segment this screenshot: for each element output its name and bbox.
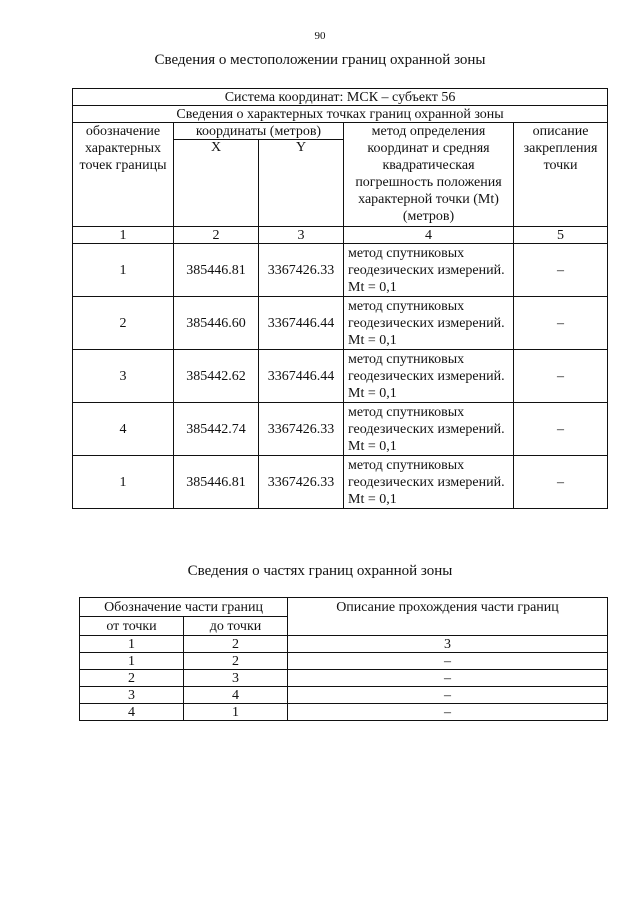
y-cell: 3367426.33 [259,244,344,297]
from-cell: 3 [80,687,184,704]
from-cell: 2 [80,670,184,687]
x-cell: 385442.62 [174,350,259,403]
column-number: 2 [174,227,259,244]
to-cell: 2 [184,653,288,670]
desc-cell: – [514,403,608,456]
table-row [73,403,608,456]
column-number: 1 [73,227,174,244]
boundary-parts-table [79,597,608,721]
part-desc-cell: – [288,653,608,670]
table-row [73,244,608,297]
x-cell: 385446.60 [174,297,259,350]
method-cell: метод спутниковых геодезических измерений. Mt = 0,1 [344,297,514,350]
column-number: 1 [80,636,184,653]
from-cell: 4 [80,704,184,721]
column-numbers-row [80,636,608,653]
header-method: метод определения координат и средняя квадратическая погрешность положения характерной точки (Mt) (метров) [344,123,514,227]
method-cell: метод спутниковых геодезических измерений. Mt = 0,1 [344,403,514,456]
column-number: 5 [514,227,608,244]
header-point: обозначение характерных точек границы [73,123,174,227]
subtitle-cell: Сведения о характерных точках границ охранной зоны [73,106,608,123]
to-cell: 1 [184,704,288,721]
desc-cell: – [514,244,608,297]
column-number: 4 [344,227,514,244]
header-coords: координаты (метров) [174,123,344,140]
x-cell: 385446.81 [174,244,259,297]
subtitle-row [73,106,608,123]
boundary-points-table [72,88,608,509]
header-part-desc: Описание прохождения части границ [288,598,608,636]
table-row [73,350,608,403]
table-row [80,687,608,704]
header-y: Y [259,140,344,227]
method-cell: метод спутниковых геодезических измерений. Mt = 0,1 [344,456,514,509]
to-cell: 3 [184,670,288,687]
desc-cell: – [514,350,608,403]
point-cell: 4 [73,403,174,456]
header-to: до точки [184,617,288,636]
point-cell: 2 [73,297,174,350]
part-desc-cell: – [288,687,608,704]
y-cell: 3367446.44 [259,297,344,350]
part-desc-cell: – [288,704,608,721]
point-cell: 3 [73,350,174,403]
table-row [80,704,608,721]
method-cell: метод спутниковых геодезических измерений. Mt = 0,1 [344,350,514,403]
y-cell: 3367426.33 [259,403,344,456]
y-cell: 3367426.33 [259,456,344,509]
header-desc: описание закрепления точки [514,123,608,227]
from-cell: 1 [80,653,184,670]
header-from: от точки [80,617,184,636]
header-row [73,123,608,140]
section1-title: Сведения о местоположении границ охранной зоны [154,52,486,68]
section2-title: Сведения о частях границ охранной зоны [187,563,453,579]
column-number: 3 [288,636,608,653]
header-row [80,598,608,617]
method-cell: метод спутниковых геодезических измерений. Mt = 0,1 [344,244,514,297]
y-cell: 3367446.44 [259,350,344,403]
column-numbers-row [73,227,608,244]
point-cell: 1 [73,244,174,297]
point-cell: 1 [73,456,174,509]
column-number: 2 [184,636,288,653]
table-row [73,456,608,509]
table-row [80,670,608,687]
desc-cell: – [514,297,608,350]
coord-system-cell: Система координат: МСК – субъект 56 [73,89,608,106]
to-cell: 4 [184,687,288,704]
part-desc-cell: – [288,670,608,687]
header-x: X [174,140,259,227]
header-part: Обозначение части границ [80,598,288,617]
x-cell: 385442.74 [174,403,259,456]
table-row [73,297,608,350]
desc-cell: – [514,456,608,509]
x-cell: 385446.81 [174,456,259,509]
page-number: 90 [314,30,326,42]
coord-system-row [73,89,608,106]
table-row [80,653,608,670]
column-number: 3 [259,227,344,244]
